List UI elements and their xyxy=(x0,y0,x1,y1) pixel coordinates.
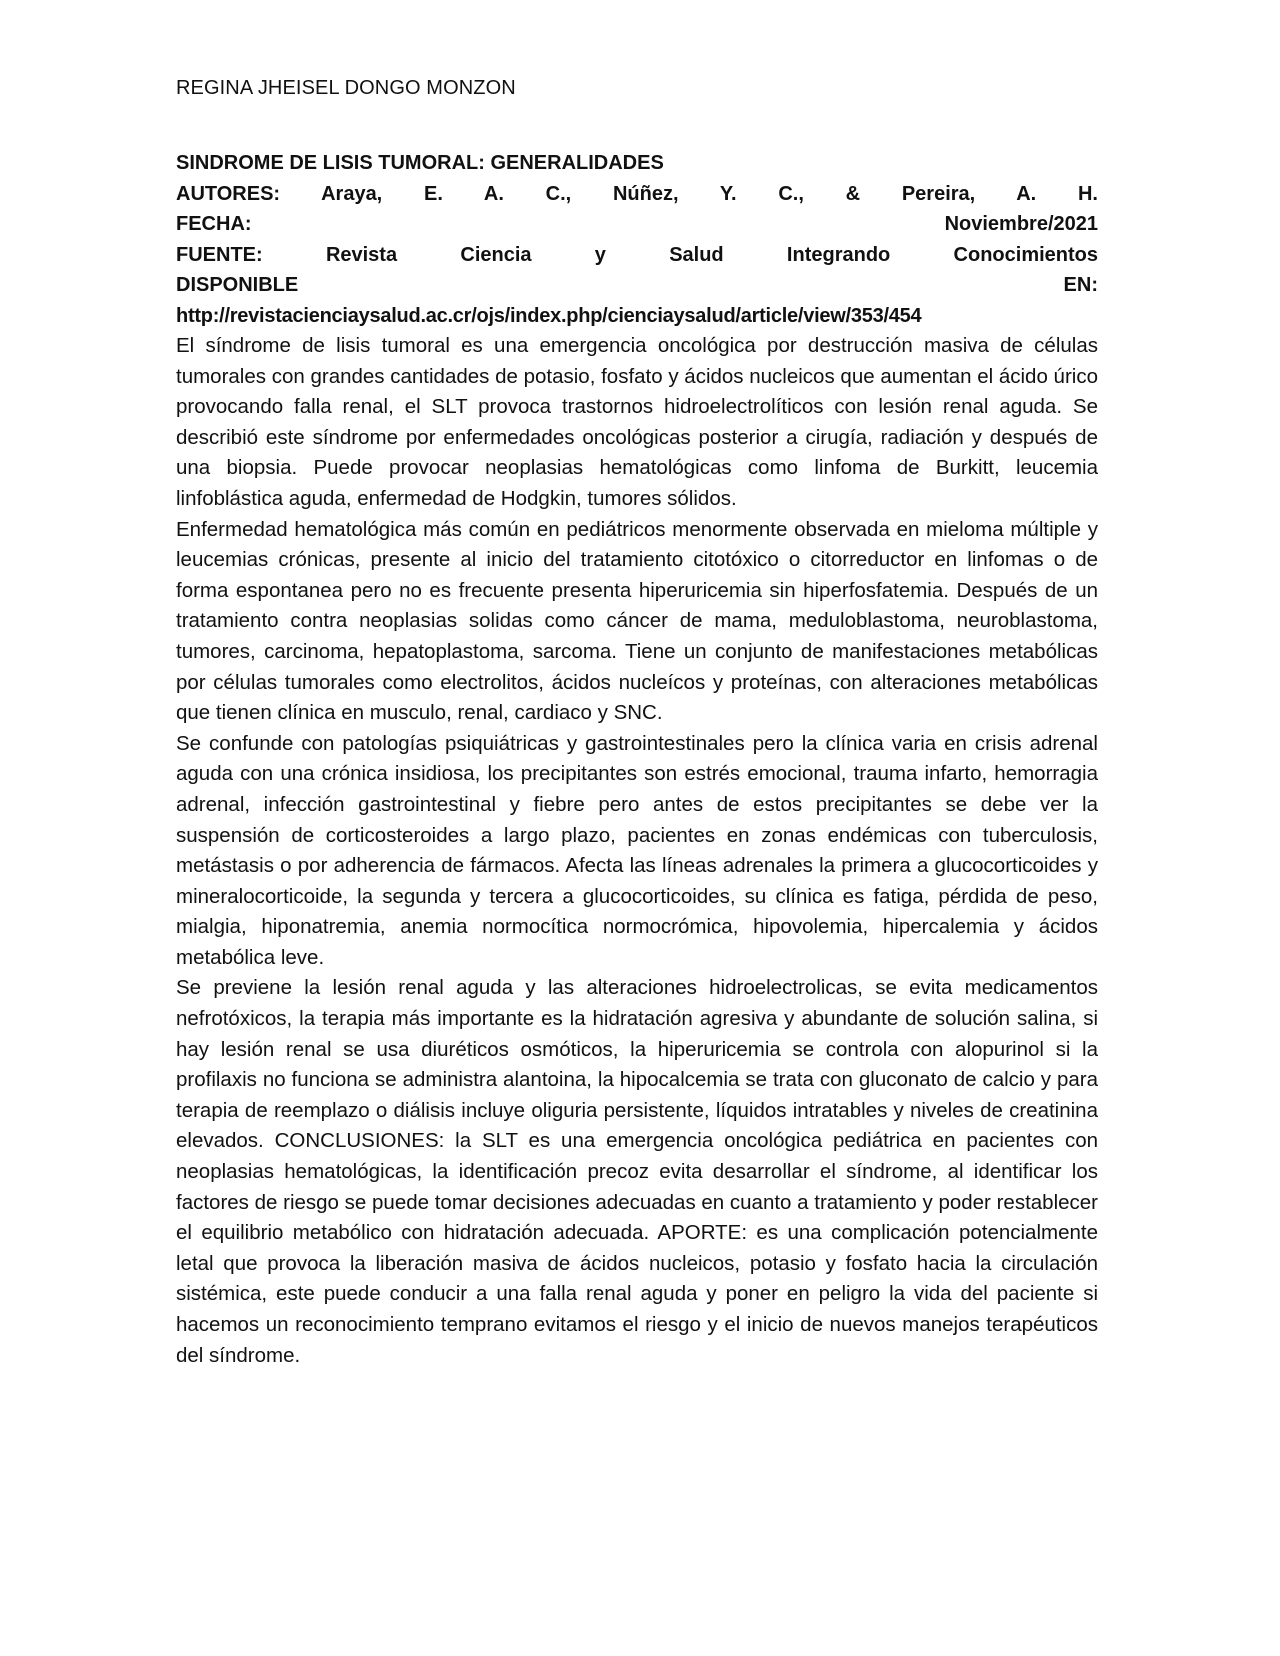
author-name: REGINA JHEISEL DONGO MONZON xyxy=(176,77,516,99)
available-en: EN: xyxy=(1063,274,1098,296)
paragraph-1: El síndrome de lisis tumoral es una emergencia oncológica por destrucción masiva de células tumorales con grandes cantidades de potasio, fosfato y ácidos nucleicos que aumentan el ácido úrico provocando falla renal, el SLT provoca trastornos hidroelectrolíticos con lesión renal aguda. Se describió este síndrome por enfermedades oncológicas posterior a cirugía, radiación y después de una biopsia. Puede provocar neoplasias hematológicas como linfoma de Burkitt, leucemia linfoblástica aguda, enfermedad de Hodgkin, tumores sólidos. xyxy=(176,334,1098,510)
paragraph-4: Se previene la lesión renal aguda y las alteraciones hidroelectrolicas, se evita medicamentos nefrotóxicos, la terapia más importante es la hidratación agresiva y abundante de solución salina, si hay lesión renal se usa diuréticos osmóticos, la hiperuricemia se controla con alopurinol si la profilaxis no funciona se administra alantoina, la hipocalcemia se trata con gluconato de calcio y para terapia de reemplazo o diálisis incluye oliguria persistente, líquidos intratables y niveles de creatinina elevados. CONCLUSIONES: la SLT es una emergencia oncológica pediátrica en pacientes con neoplasias hematológicas, la identificación precoz evita desarrollar el síndrome, al identificar los factores de riesgo se puede tomar decisiones adecuadas en cuanto a tratamiento y poder restablecer el equilibrio metabólico con hidratación adecuada. APORTE: es una complicación potencialmente letal que provoca la liberación masiva de ácidos nucleicos, potasio y fosfato hacia la circulación sistémica, este puede conducir a una falla renal aguda y poner en peligro la vida del paciente si hacemos un reconocimiento temprano evitamos el riesgo y el inicio de nuevos manejos terapéuticos del síndrome. xyxy=(176,976,1098,1367)
source-line: FUENTE: Revista Ciencia y Salud Integrando Conocimientos xyxy=(176,243,1098,266)
date-value: Noviembre/2021 xyxy=(944,213,1098,235)
article-title: SINDROME DE LISIS TUMORAL: GENERALIDADES xyxy=(176,152,664,174)
document-page xyxy=(176,72,1098,1371)
paragraph-3: Se confunde con patologías psiquiátricas y gastrointestinales pero la clínica varia en crisis adrenal aguda con una crónica insidiosa, los precipitantes son estrés emocional, trauma infarto, hemorragia adrenal, infección gastrointestinal y fiebre pero antes de estos precipitantes se debe ver la suspensión de corticosteroides a largo plazo, pacientes en zonas endémicas con tuberculosis, metástasis o por adherencia de fármacos. Afecta las líneas adrenales la primera a glucocorticoides y mineralocorticoide, la segunda y tercera a glucocorticoides, su clínica es fatiga, pérdida de peso, mialgia, hiponatremia, anemia normocítica normocrómica, hipovolemia, hipercalemia y ácidos metabólica leve. xyxy=(176,731,1098,969)
reference-block xyxy=(176,148,1098,331)
available-line xyxy=(176,270,1098,301)
body-text xyxy=(176,331,1098,1371)
paragraph-2: Enfermedad hematológica más común en pediátricos menormente observada en mieloma múltiple y leucemias crónicas, presente al inicio del tratamiento citotóxico o citorreductor en linfomas o de forma espontanea pero no es frecuente presenta hiperuricemia sin hiperfosfatemia. Después de un tratamiento contra neoplasias solidas como cáncer de mama, meduloblastoma, neuroblastoma, tumores, carcinoma, hepatoplastoma, sarcoma. Tiene un conjunto de manifestaciones metabólicas por células tumorales como electrolitos, ácidos nucleícos y proteínas, con alteraciones metabólicas que tienen clínica en musculo, renal, cardiaco y SNC. xyxy=(176,517,1098,725)
source-url: http://revistacienciaysalud.ac.cr/ojs/index.php/cienciaysalud/article/view/353/454 xyxy=(176,304,922,327)
available-label: DISPONIBLE xyxy=(176,274,299,296)
date-label: FECHA: xyxy=(176,213,252,235)
date-line xyxy=(176,209,1098,240)
authors-line: AUTORES: Araya, E. A. C., Núñez, Y. C., & Pereira, A. H. xyxy=(176,182,1098,205)
